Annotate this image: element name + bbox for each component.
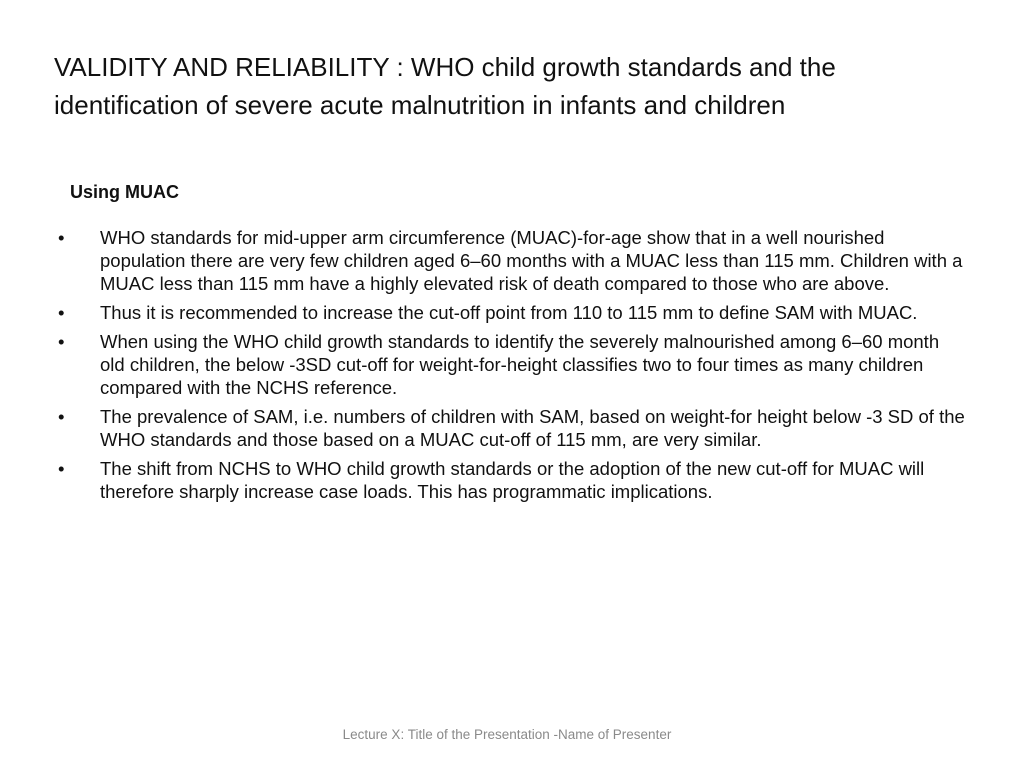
bullet-text: WHO standards for mid-upper arm circumference (MUAC)-for-age show that in a well nourished population there are very few children aged 6–60 months with a MUAC less than 115 mm. Children with a MUAC less than 115 mm have a highly elevated risk of death compared to those who are above. — [100, 227, 963, 294]
bullet-item — [56, 226, 968, 295]
bullet-dot-icon: • — [58, 331, 65, 352]
bullet-item — [56, 457, 968, 503]
bullet-dot-icon: • — [58, 302, 65, 323]
bullet-text: The shift from NCHS to WHO child growth standards or the adoption of the new cut-off for MUAC will therefore sharply increase case loads. This has programmatic implications. — [100, 458, 925, 502]
bullet-dot-icon: • — [58, 227, 65, 248]
bullet-list — [56, 226, 968, 509]
bullet-text: When using the WHO child growth standards to identify the severely malnourished among 6–60 month old children, the below -3SD cut-off for weight-for-height classifies two to four times as many children compared with the NCHS reference. — [100, 331, 940, 398]
section-subtitle: Using MUAC — [70, 182, 179, 202]
bullet-dot-icon: • — [58, 458, 65, 479]
footer-text: Lecture X: Title of the Presentation -Name of Presenter — [342, 727, 672, 742]
bullet-text: The prevalence of SAM, i.e. numbers of children with SAM, based on weight-for height below -3 SD of the WHO standards and those based on a MUAC cut-off of 115 mm, are very similar. — [100, 406, 965, 450]
bullet-item — [56, 301, 968, 324]
bullet-dot-icon: • — [58, 406, 65, 427]
bullet-item — [56, 405, 968, 451]
bullet-text: Thus it is recommended to increase the cut-off point from 110 to 115 mm to define SAM with MUAC. — [100, 302, 918, 323]
slide-title: VALIDITY AND RELIABILITY : WHO child growth standards and the identification of severe acute malnutrition in infants and children — [54, 52, 836, 120]
bullet-item — [56, 330, 968, 399]
